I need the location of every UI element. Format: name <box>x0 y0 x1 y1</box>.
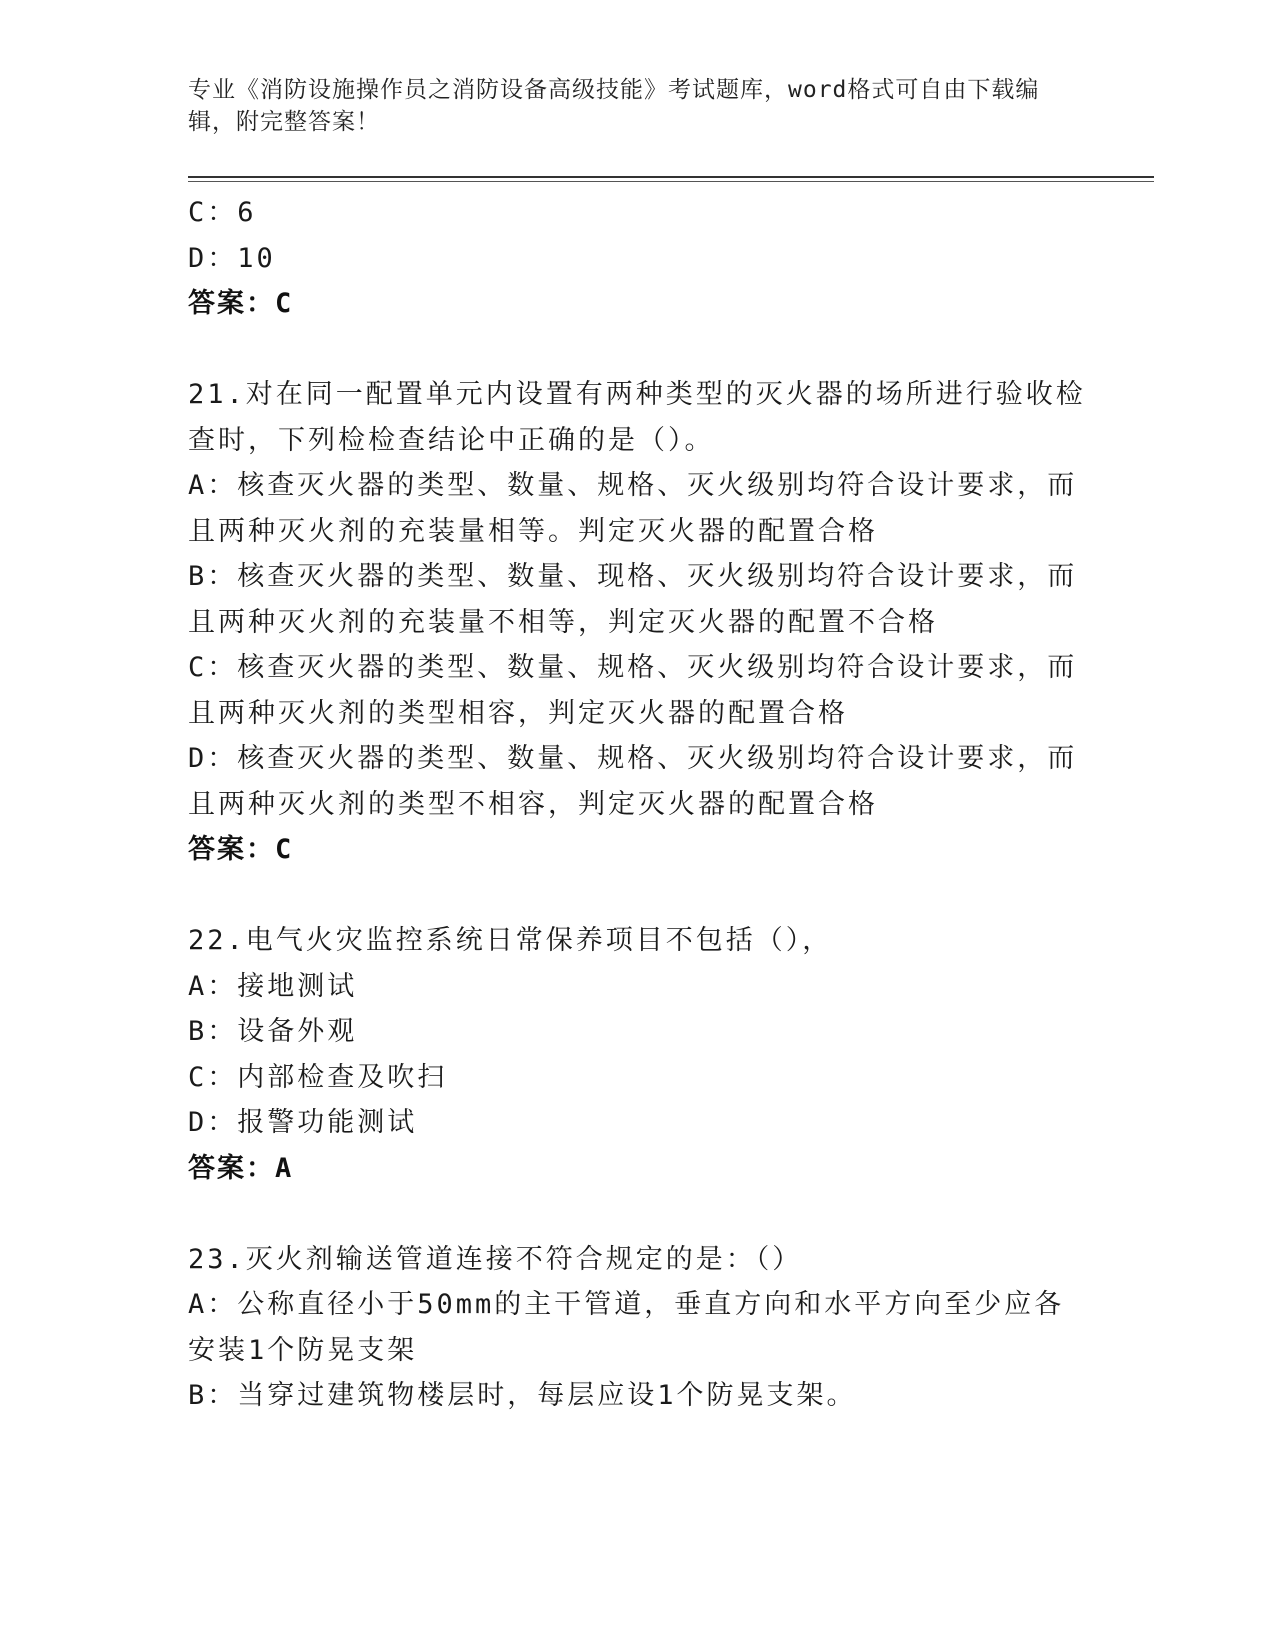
option-c: C：6 <box>188 197 257 228</box>
header-rule-thick <box>188 176 1154 178</box>
answer-line: 答案：C <box>188 834 294 865</box>
spacer <box>188 327 1088 373</box>
option-b: B：核查灭火器的类型、数量、现格、灭火级别均符合设计要求，而且两种灭火剂的充装量不相等，判定灭火器的配置不合格 <box>188 561 1078 638</box>
question-stem: 21.对在同一配置单元内设置有两种类型的灭火器的场所进行验收检查时，下列检检查结论中正确的是（）。 <box>188 379 1086 456</box>
option-d: D：报警功能测试 <box>188 1107 418 1138</box>
option-d: D：核查灭火器的类型、数量、规格、灭火级别均符合设计要求，而且两种灭火剂的类型不相容，判定灭火器的配置合格 <box>188 743 1078 820</box>
option-d: D：10 <box>188 242 276 274</box>
page-header: 专业《消防设施操作员之消防设备高级技能》考试题库，word格式可自由下载编辑，附完整答案！ <box>188 77 1040 135</box>
question-21 <box>188 372 1088 873</box>
question-stem: 22.电气火灾监控系统日常保养项目不包括（）， <box>188 925 833 956</box>
option-a: A：核查灭火器的类型、数量、规格、灭火级别均符合设计要求，而且两种灭火剂的充装量相等。判定灭火器的配置合格 <box>188 470 1078 547</box>
spacer <box>188 873 1088 919</box>
option-c: C：核查灭火器的类型、数量、规格、灭火级别均符合设计要求，而且两种灭火剂的类型相容，判定灭火器的配置合格 <box>188 652 1078 729</box>
answer-line: 答案：C <box>188 288 294 319</box>
option-b: B：当穿过建筑物楼层时，每层应设1个防晃支架。 <box>188 1380 857 1411</box>
option-a: A：公称直径小于50mm的主干管道，垂直方向和水平方向至少应各安装1个防晃支架 <box>188 1289 1065 1366</box>
answer-line: 答案：A <box>188 1152 294 1184</box>
spacer <box>188 1191 1088 1237</box>
question-stem: 23.灭火剂输送管道连接不符合规定的是：（） <box>188 1243 803 1275</box>
document-body <box>188 190 1088 1419</box>
option-c: C：内部检查及吹扫 <box>188 1061 448 1093</box>
question-23 <box>188 1237 1088 1419</box>
option-a: A：接地测试 <box>188 970 358 1002</box>
question-22 <box>188 918 1088 1191</box>
header-rule-thin <box>188 181 1154 182</box>
option-b: B：设备外观 <box>188 1016 358 1047</box>
